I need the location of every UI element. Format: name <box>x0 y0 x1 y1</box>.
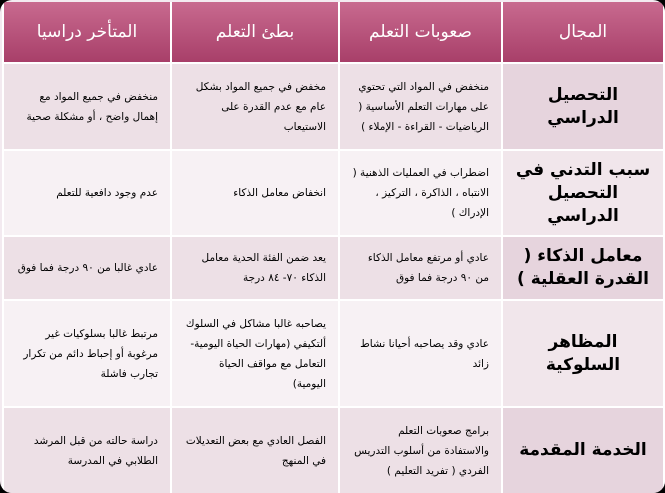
header-slow-learning: بطئ التعلم <box>171 2 339 63</box>
cell-slow-learning: الفصل العادي مع بعض التعديلات في المنهج <box>171 407 339 493</box>
cell-academic-delay: دراسة حالته من قبل المرشد الطلابي في المدرسة <box>3 407 171 493</box>
cell-academic-delay: عادي غالبا من ٩٠ درجة فما فوق <box>3 236 171 300</box>
comparison-table <box>2 2 665 493</box>
row-label: المظاهر السلوكية <box>502 300 664 407</box>
cell-learning-difficulties: عادي وقد يصاحبه أحيانا نشاط زائد <box>339 300 502 407</box>
header-domain: المجال <box>502 2 664 63</box>
header-learning-difficulties: صعوبات التعلم <box>339 2 502 63</box>
table-row <box>3 236 664 300</box>
table-row <box>3 63 664 150</box>
table-row <box>3 300 664 407</box>
row-label: سبب التدني في التحصيل الدراسي <box>502 150 664 236</box>
cell-academic-delay: مرتبط غالبا بسلوكيات غير مرغوبة أو إحباط دائم من تكرار تجارب فاشلة <box>3 300 171 407</box>
cell-learning-difficulties: اضطراب في العمليات الذهنية ( الانتباه ، الذاكرة ، التركيز ، الإدراك ) <box>339 150 502 236</box>
table-header-row <box>3 2 664 63</box>
cell-academic-delay: منخفض في جميع المواد مع إهمال واضح ، أو مشكلة صحية <box>3 63 171 150</box>
table-row <box>3 407 664 493</box>
cell-learning-difficulties: منخفض في المواد التي تحتوي على مهارات التعلم الأساسية ( الرياضيات - القراءة - الإملاء ) <box>339 63 502 150</box>
table-row <box>3 150 664 236</box>
row-label: الخدمة المقدمة <box>502 407 664 493</box>
cell-slow-learning: انخفاض معامل الذكاء <box>171 150 339 236</box>
cell-slow-learning: يعد ضمن الفئة الحدية معامل الذكاء ٧٠- ٨٤ درجة <box>171 236 339 300</box>
cell-learning-difficulties: عادي أو مرتفع معامل الذكاء من ٩٠ درجة فما فوق <box>339 236 502 300</box>
header-academic-delay: المتأخر دراسيا <box>3 2 171 63</box>
cell-slow-learning: مخفض في جميع المواد بشكل عام مع عدم القدرة على الاستيعاب <box>171 63 339 150</box>
cell-learning-difficulties: برامج صعوبات التعلم والاستفادة من أسلوب التدريس الفردي ( تفريد التعليم ) <box>339 407 502 493</box>
row-label: التحصيل الدراسي <box>502 63 664 150</box>
cell-slow-learning: يصاحبه غالبا مشاكل في السلوك ألتكيفي (مهارات الحياة اليومية- التعامل مع مواقف الحياة اليومية) <box>171 300 339 407</box>
cell-academic-delay: عدم وجود دافعية للتعلم <box>3 150 171 236</box>
row-label: معامل الذكاء ( القدرة العقلية ) <box>502 236 664 300</box>
